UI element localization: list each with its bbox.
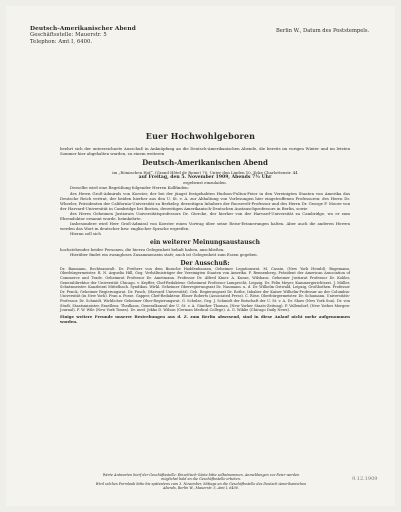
- exchange-heading: ein weiterer Meinungsaustausch: [149, 239, 261, 247]
- footer-line-1: Werte Antworten hierf der Geschäftsstelle: Einzeltisch-Gäste bitte selbstnommen. Anmeldungen zur Feier werden möglichst bald an die Geschäftsstelle erbeten.: [102, 473, 300, 482]
- letter-body: [60, 146, 350, 324]
- paragraph-2: des Herrn Groß-Admirals von Koester, der bei der jüngst festgehabten Hudson-Fulton-Feier in den Vereinigten Staaten von Amerika das Deutsche Reich vertrat, der beiden hierher aus den U. St. v. A. zur Abhaltung von Vorlesungen hier eingetroffenen Professoren: des Herrn Dr. Wheeler, Präsidenten der California-Universität zu Berkeley, derzeitigen Inhabers der Roosevelt-Professur und des Herrn Dr. George F. Moore von der Harvard-Universität in Cambridge bei Boston, derzeitigen Amerikanisch-Deutschen Austauschprofessors in Berlin, sowie: [60, 190, 350, 211]
- paragraph-7: Hierüber findet ein zwangloses Zusammensein statt; auch ist Gelegenheit zum Essen gegeben.: [70, 251, 258, 257]
- committee-list: Dr. Baumann, Rechtsanwalt. Dr. Freiherr von dem Bussche Haddenhausen, Geheimer Legationsrat. M. Cassin, (New York Herald). Bugemann, Oberbürgermeister. R. N. Arguelio Hill, Geg. Verhältnisträger der Vereinigten Staaten von Amerika. F. Bennenberg, Präsident der American Association of Commerce and Trade. Geheimrat Professor Dr. Ametmann. Professor Dr. Alfred Kiner. A. Kunze, Wilshaus. Geheimer Justizrat Professor Dr. Kohler, Generaldirektor der Universität Chicago. v. Keyffer, Chef-Redakteur. Geheimrat Professor Lamprecht, Leipzig. Dr. Felix Meyer, Kammergerichtsrat. J. Müller, Schatzmeister. Kanzleirat Mittelbach. Syndikus. Wirkl. Geheimer Oberregierungsrat Dr. Naumann. u. d. Dr. Wilhelm Ostwald, Leipzig, Großbothen. Professor Dr. Penck, Geheimer Regierungsrat. Dr. Pusch, (Harvard Universität). Geh. Regierungsrat Dr. Rothe, Inhaber der Kaiser Wilhelm-Professur an der Columbia-Universität (in New York). Fran a. Posse. Gapper, Chef-Redakteur. Elmer Roberts (Associated Press). C. Röse, Oberbürgermeister. Dr. Schumann, Universitäts-Professor. Dr. Schmidt, Wirklicher Geheimer Ober-Regierungsrat. G. Schulze, Geg. J. Schmidt der Botschaft der U. St. v. A. Dr. Shaw (New York Sun). Dr. von Studt, Staatsminister, Exzellenz. Thedhaus, Generalkonsul der U. St. v. A. Günther Thomas, (New Yorker Staats-Zeitung). P. Vallendorf, (New Yorker Morgen-Journal). F. W. Wile (New York Times). Dr. med. Jekko D. Wilson (German Medical College). A. G. Wiklie (Chicago Daily News).: [60, 266, 350, 313]
- letterhead: [30, 26, 180, 45]
- footer-line-2: Wird solches Formlaub bitte bis spätestens zum 3. November, Mittags an die Geschäftsstelle des Deutsch-Amerikanischen Abends, Berlin W., Mauerstr. 5, Amt I, 6400.: [95, 481, 307, 490]
- archive-mark: 9.12.1909: [352, 476, 378, 482]
- paragraph-4: Insbesondere wird Herr Groß-Admiral von Koester einen Vortrag über seine Reise-Erinnerungen halten. Aber auch die anderen Herren werden das Wort in deutscher bzw. englischer Sprache ergreifen.: [60, 221, 350, 232]
- telephone: Telephon: Amt I, 6400.: [30, 38, 93, 45]
- venue-text: im „Römischen Hof“, (Grand Hôtel de Rome) 70, Unter den Linden 10, Ecke Charlottenstr. 44: [112, 170, 298, 176]
- paragraph-6: hochstehender beider Personen, die hierzu Gelegenheit behalt haben, anschließen.: [60, 246, 225, 252]
- salutation: Euer Hochwohlgeboren: [145, 131, 256, 141]
- org-name: Deutsch-Amerikanischer Abend: [30, 26, 136, 32]
- invite-text: ergebenst einzuladen.: [183, 180, 227, 186]
- paragraph-5: Hieran soll sich: [70, 231, 101, 237]
- closing-note: Einige weitere Freunde unserer Bestrebungen aus d. Z. zum Berlin abwesend, sind in diese Anlauf nicht mehr aufgenommen worden.: [60, 313, 350, 324]
- letter-page: [6, 6, 395, 506]
- event-title: Deutsch-Amerikanischen Abend: [142, 158, 268, 168]
- event-date: auf Freitag, den 5. November 1909, Abends 7½ Uhr: [138, 175, 272, 181]
- intro-text: beehrt sich der unterzeichnete Ausschuß in Anknüpfung an die Deutsch-Amerikanischen Abende, die bereits im vorigen Winter und im letzten Sommer hier abgehalten wurden, zu einem weiteren: [60, 146, 350, 157]
- paragraph-3: des Herrn Geheimen Justizrats Universitätsprofessors Dr. Giercke, der hierher von der Harvard-Universität zu Cambridge, wo er zum Ehrendoktor ernannt wurde, heimkehrte.: [60, 210, 350, 222]
- office-address: Geschäftsstelle: Mauerstr. 5: [30, 32, 107, 39]
- date-line: Berlin W., Datum des Poststempels.: [276, 28, 370, 34]
- committee-heading: Der Ausschuß:: [180, 259, 230, 267]
- footer-note: [94, 473, 308, 490]
- paragraph-1: Derselbe wird eine Begrüßung folgender Herren Kollfinden:: [70, 185, 189, 191]
